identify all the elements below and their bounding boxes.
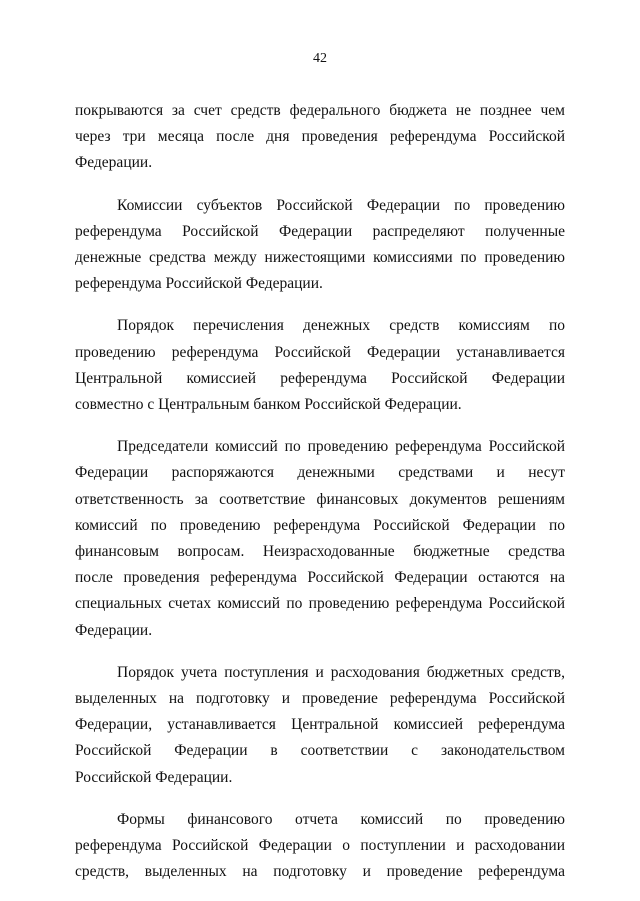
text-line: Центральной комиссией референдума Российской Федерации bbox=[75, 369, 565, 387]
text-line: Российской Федерации. bbox=[75, 768, 233, 786]
text-line: Федерации. bbox=[75, 621, 153, 639]
text-line: Федерации, устанавливается Центральной комиссией референдума bbox=[75, 716, 565, 734]
text-line: Федерации распоряжаются денежными средствами и несут bbox=[75, 464, 565, 482]
text-line: средств, выделенных на подготовку и проведение референдума bbox=[75, 863, 565, 881]
text-line: выделенных на подготовку и проведение референдума Российской bbox=[75, 690, 565, 708]
paragraph-4 bbox=[75, 434, 565, 644]
text-line: Российской Федерации в соответствии с законодательством bbox=[75, 742, 565, 760]
paragraph-2 bbox=[75, 193, 565, 298]
page-number: 42 bbox=[313, 51, 327, 66]
text-line: Федерации. bbox=[75, 154, 153, 172]
text-line: через три месяца после дня проведения референдума Российской bbox=[75, 128, 565, 146]
text-line: проведению референдума Российской Федерации устанавливается bbox=[75, 343, 565, 361]
paragraph-5 bbox=[75, 660, 565, 791]
text-line: финансовым вопросам. Неизрасходованные бюджетные средства bbox=[75, 543, 565, 561]
paragraph-1 bbox=[75, 98, 565, 177]
text-line: референдума Российской Федерации о поступлении и расходовании bbox=[75, 837, 565, 855]
text-line: Формы финансового отчета комиссий по проведению bbox=[117, 810, 565, 828]
text-line: Председатели комиссий по проведению референдума Российской bbox=[117, 438, 565, 456]
text-line: после проведения референдума Российской Федерации остаются на bbox=[75, 569, 565, 587]
text-line: референдума Российской Федерации распределяют полученные bbox=[75, 222, 565, 240]
text-line: денежные средства между нижестоящими комиссиями по проведению bbox=[75, 249, 565, 267]
paragraph-3 bbox=[75, 313, 565, 418]
text-line: Порядок учета поступления и расходования бюджетных средств, bbox=[117, 663, 565, 681]
text-line: Порядок перечисления денежных средств комиссиям по bbox=[117, 317, 565, 335]
text-line: ответственность за соответствие финансовых документов решениям bbox=[75, 490, 565, 508]
text-line: покрываются за счет средств федерального бюджета не позднее чем bbox=[75, 102, 565, 119]
text-line: Комиссии субъектов Российской Федерации по проведению bbox=[117, 196, 565, 214]
text-line: специальных счетах комиссий по проведению референдума Российской bbox=[75, 595, 565, 613]
text-line: референдума Российской Федерации. bbox=[75, 275, 323, 293]
text-line: комиссий по проведению референдума Российской Федерации по bbox=[75, 516, 565, 534]
paragraph-6 bbox=[75, 807, 565, 886]
document-body bbox=[75, 98, 565, 901]
text-line: совместно с Центральным банком Российской Федерации. bbox=[75, 396, 462, 414]
